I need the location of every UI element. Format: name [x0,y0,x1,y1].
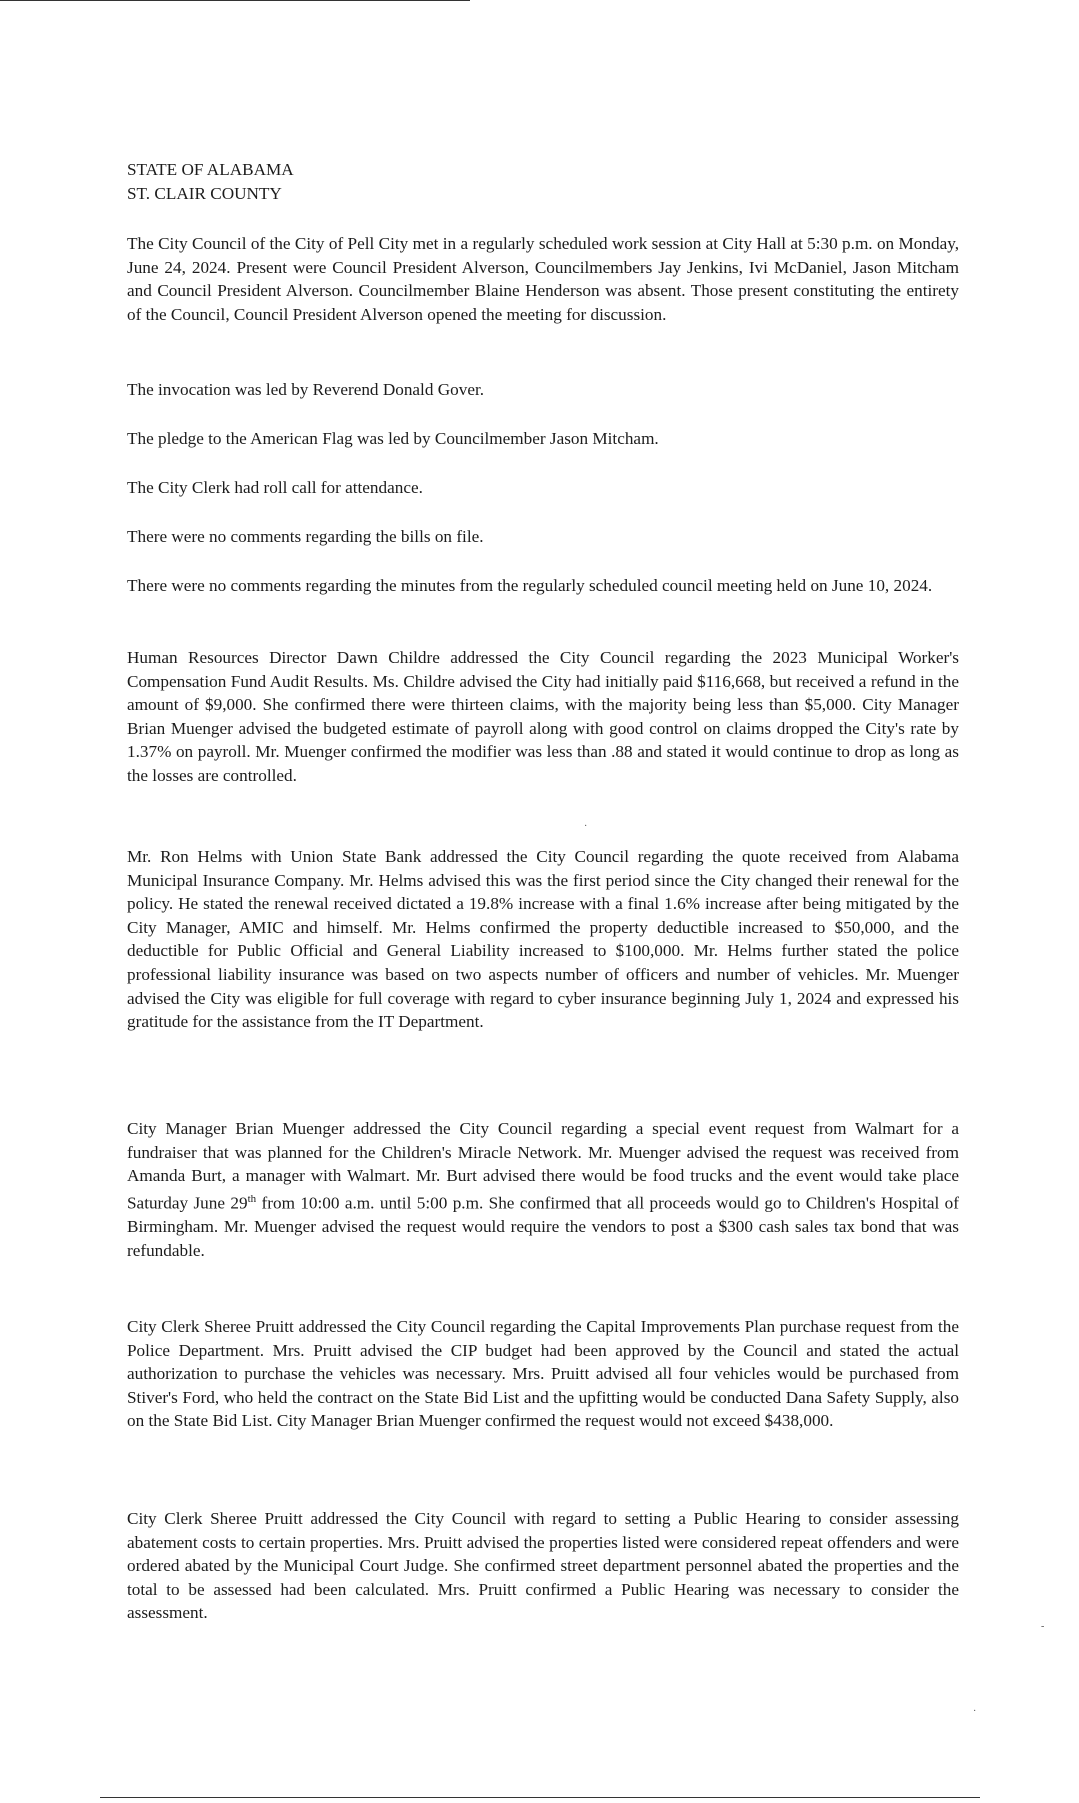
scan-speck: · [584,821,588,832]
paragraph-insurance: Mr. Ron Helms with Union State Bank addressed the City Council regarding the quote received from Alabama Municipal Insurance Company. Mr. Helms advised this was the first period since the City changed their renewal for the policy. He stated the renewal received dictated a 19.8% increase with a final 1.6% increase after being mitigated by the City Manager, AMIC and himself. Mr. Helms confirmed the property deductible increased to $50,000, and the deductible for Public Official and General Liability increased to $100,000. Mr. Helms further stated the police professional liability insurance was based on two aspects number of officers and number of vehicles. Mr. Muenger advised the City was eligible for full coverage with regard to cyber insurance beginning July 1, 2024 and expressed his gratitude for the assistance from the IT Department. [127,847,959,1032]
paragraph-bills: There were no comments regarding the bills on file. [127,527,484,546]
walmart-text-part2: from 10:00 a.m. until 5:00 p.m. She confirmed that all proceeds would go to Children's Hospital of Birmingham. Mr. Muenger advised the request would require the vendors to post a $300 cash sales tax bond that was refundable. [127,1193,959,1260]
document-header [127,158,294,206]
walmart-text-part1: City Manager Brian Muenger addressed the City Council regarding a special event request from Walmart for a fundraiser that was planned for the Children's Miracle Network. Mr. Muenger advised the request was received from Amanda Burt, a manager with Walmart. Mr. Burt advised there would be food trucks and the event would take place Saturday June 29 [127,1119,959,1213]
paragraph-public-hearing: City Clerk Sheree Pruitt addressed the City Council with regard to setting a Public Hearing to consider assessing abatement costs to certain properties. Mrs. Pruitt advised the properties listed were considered repeat offenders and were ordered abated by the Municipal Court Judge. She confirmed street department personnel abated the properties and the total to be assessed had been calculated. Mrs. Pruitt confirmed a Public Hearing was necessary to consider the assessment. [127,1509,959,1623]
header-state: STATE OF ALABAMA [127,160,294,179]
paragraph-cip-purchase: City Clerk Sheree Pruitt addressed the City Council regarding the Capital Improvements Plan purchase request from the Police Department. Mrs. Pruitt advised the CIP budget had been approved by the Council and stated the actual authorization to purchase the vehicles was necessary. Mrs. Pruitt advised all four vehicles would be purchased from Stiver's Ford, who held the contract on the State Bid List and the upfitting would be conducted Dana Safety Supply, also on the State Bid List. City Manager Brian Muenger confirmed the request would not exceed $438,000. [127,1317,959,1431]
paragraph-roll-call: The City Clerk had roll call for attendance. [127,478,423,497]
bottom-rule [100,1797,980,1798]
date-superscript: th [247,1192,257,1205]
paragraph-minutes: There were no comments regarding the minutes from the regularly scheduled council meeting held on June 10, 2024. [127,576,933,595]
scan-speck: · [973,1706,977,1717]
paragraph-meeting-opening: The City Council of the City of Pell City met in a regularly scheduled work session at City Hall at 5:30 p.m. on Monday, June 24, 2024. Present were Council President Alverson, Councilmembers Jay Jenkins, Ivi McDaniel, Jason Mitcham and Council President Alverson. Councilmember Blaine Henderson was absent. Those present constituting the entirety of the Council, Council President Alverson opened the meeting for discussion. [127,234,959,324]
paragraph-workers-comp: Human Resources Director Dawn Childre addressed the City Council regarding the 2023 Municipal Worker's Compensation Fund Audit Results. Ms. Childre advised the City had initially paid $116,668, but received a refund in the amount of $9,000. She confirmed there were thirteen claims, with the majority being less than $5,000. City Manager Brian Muenger advised the budgeted estimate of payroll along with good control on claims dropped the City's rate by 1.37% on payroll. Mr. Muenger confirmed the modifier was less than .88 and stated it would continue to drop as long as the losses are controlled. [127,648,959,785]
paragraph-pledge: The pledge to the American Flag was led by Councilmember Jason Mitcham. [127,429,659,448]
paragraph-walmart-event [127,1117,959,1262]
top-rule [0,0,470,1]
header-county: ST. CLAIR COUNTY [127,184,282,203]
paragraph-invocation: The invocation was led by Reverend Donald Gover. [127,380,485,399]
scan-speck: - [1041,1621,1045,1632]
